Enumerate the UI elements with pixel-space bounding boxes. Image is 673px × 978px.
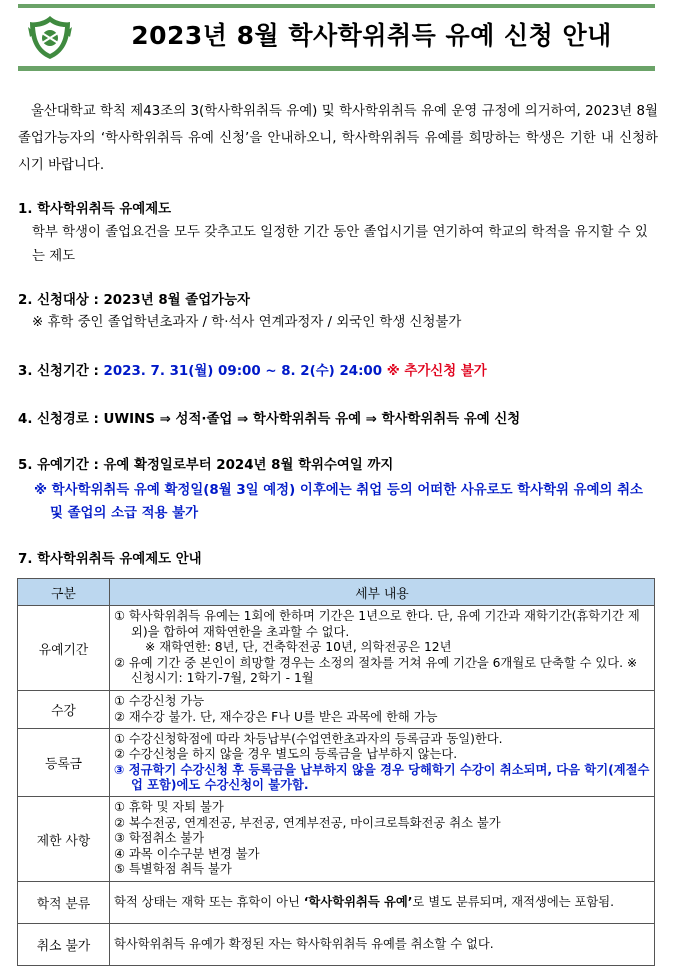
university-emblem-icon — [26, 13, 74, 61]
no-additional-application: ※ 추가신청 불가 — [382, 364, 487, 379]
status-text-post: 로 별도 분류되며, 재적생에는 포함됨. — [412, 894, 615, 909]
status-text-emphasis: ‘학사학위취득 유예’ — [303, 894, 413, 909]
row-details — [110, 691, 655, 729]
table-row — [18, 797, 655, 882]
deferral-info-table — [17, 578, 655, 966]
section-1 — [18, 199, 658, 269]
row-details — [110, 797, 655, 882]
section-1-heading: 1. 학사학위취득 유예제도 — [18, 202, 172, 217]
list-item: ④ 과목 이수구분 변경 불가 — [114, 846, 260, 861]
header-top-bar — [18, 4, 655, 8]
row-label: 수강 — [18, 691, 110, 729]
col-category: 구분 — [18, 579, 110, 606]
table-header-row — [18, 579, 655, 606]
section-5-note: ※ 학사학위취득 유예 확정일(8월 3일 예정) 이후에는 취업 등의 어떠한 사유로도 학사학위 유예의 취소 및 졸업의 소급 적용 불가 — [34, 483, 643, 521]
section-2 — [18, 290, 658, 334]
section-3 — [18, 361, 658, 383]
intro-paragraph — [18, 98, 658, 179]
intro-text: 울산대학교 학칙 제43조의 3(학사학위취득 유예) 및 학사학위취득 유예 운영 규정에 의거하여, 2023년 8월 졸업가능자의 ‘학사학위취득 유예 신청’을 안내하오니, 학사학위취득 유예를 희망하는 학생은 기한 내 신청하시기 바랍니다. — [18, 104, 658, 173]
col-details: 세부 내용 — [110, 579, 655, 606]
section-5 — [18, 455, 658, 525]
row-label: 제한 사항 — [18, 797, 110, 882]
list-item: ② 수강신청을 하지 않을 경우 별도의 등록금을 납부하지 않는다. — [114, 747, 458, 761]
section-3-label: 3. 신청기간 : — [18, 364, 104, 379]
table-row — [18, 882, 655, 924]
row-label: 등록금 — [18, 729, 110, 797]
list-item: ⑤ 특별학점 취득 불가 — [114, 862, 232, 877]
table-row — [18, 606, 655, 691]
row-details — [110, 882, 655, 924]
row-details — [110, 606, 655, 691]
list-item: ② 유예 기간 중 본인이 희망할 경우는 소정의 절차를 거쳐 유예 기간을 6개월로 단축할 수 있다. ※ 신청시기: 1학기-7월, 2학기 - 1월 — [114, 655, 638, 686]
section-5-heading: 5. 유예기간 : 유예 확정일로부터 2024년 8월 학위수여일 까지 — [18, 458, 394, 473]
header-bottom-bar — [18, 66, 655, 71]
list-item: ① 학사학위취득 유예는 1회에 한하며 기간은 1년으로 한다. 단, 유예 기간과 재학기간(휴학기간 제외)을 합하여 재학연한을 초과할 수 없다. — [114, 609, 640, 639]
table-row — [18, 691, 655, 729]
list-item-warning: ③ 정규학기 수강신청 후 등록금을 납부하지 않을 경우 당해학기 수강이 취소되며, 다음 학기(계절수업 포함)에도 수강신청이 불가함. — [114, 762, 650, 792]
list-subitem: ※ 재학연한: 8년, 단, 건축학전공 10년, 의학전공은 12년 — [145, 640, 452, 655]
page-title: 2023년 8월 학사학위취득 유예 신청 안내 — [131, 21, 612, 50]
row-details: 학사학위취득 유예가 확정된 자는 학사학위취득 유예를 취소할 수 없다. — [110, 924, 655, 966]
row-details — [110, 729, 655, 797]
status-text-pre: 학적 상태는 재학 또는 휴학이 아닌 — [114, 894, 304, 909]
section-7-heading: 7. 학사학위취득 유예제도 안내 — [18, 552, 202, 567]
table-row — [18, 729, 655, 797]
section-4: 4. 신청경로 : UWINS ⇒ 성적·졸업 ⇒ 학사학위취득 유예 ⇒ 학사학위취득 유예 신청 — [18, 412, 521, 427]
row-label: 취소 불가 — [18, 924, 110, 966]
row-label: 유예기간 — [18, 606, 110, 691]
application-period: 2023. 7. 31(월) 09:00 ~ 8. 2(수) 24:00 — [103, 364, 383, 379]
table-row — [18, 924, 655, 966]
section-2-heading: 2. 신청대상 : 2023년 8월 졸업가능자 — [18, 293, 250, 308]
list-item: ① 수강신청학점에 따라 차등납부(수업연한초과자의 등록금과 동일)한다. — [114, 731, 503, 746]
row-label: 학적 분류 — [18, 882, 110, 924]
section-2-note: ※ 휴학 중인 졸업학년초과자 / 학·석사 연계과정자 / 외국인 학생 신청불가 — [32, 315, 462, 330]
list-item: ① 휴학 및 자퇴 불가 — [114, 800, 224, 815]
list-item: ① 수강신청 가능 — [114, 694, 205, 708]
list-item: ② 복수전공, 연계전공, 부전공, 연계부전공, 마이크로특화전공 취소 불가 — [114, 815, 501, 830]
list-item: ② 재수강 불가. 단, 재수강은 F나 U를 받은 과목에 한해 가능 — [114, 709, 438, 724]
header — [18, 4, 655, 70]
section-1-body: 학부 학생이 졸업요건을 모두 갖추고도 일정한 기간 동안 졸업시기를 연기하여 학교의 학적을 유지할 수 있는 제도 — [32, 225, 648, 264]
list-item: ③ 학점취소 불가 — [114, 831, 205, 846]
